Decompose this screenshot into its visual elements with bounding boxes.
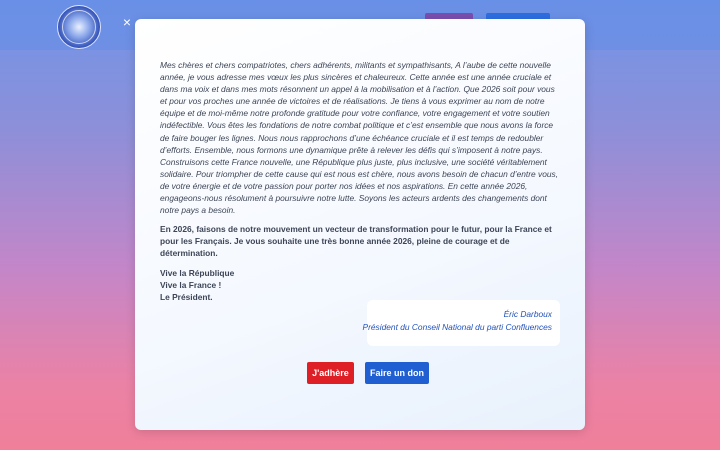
signature-role: Président du Conseil National du parti Confluences [362,322,552,332]
closing-line-president: Le Président. [160,291,213,302]
join-button[interactable]: J'adhère [307,362,354,384]
signature-box [362,300,560,346]
letter-body [160,59,560,303]
closing-line-republique: Vive la République [160,267,235,278]
closing-line-france: Vive la France ! [160,279,222,290]
new-year-letter-modal [135,19,585,430]
logo-ring [62,10,96,44]
close-icon[interactable]: × [122,14,132,30]
letter-paragraph-1: Mes chères et chers compatriotes, chers adhérents, militants et sympathisants, A l’aube de cette nouvelle année, je vous adresse mes vœux les plus sincères et chaleureux. Cette année est une année cruciale et dans ma voix et dans mes mots résonnent un appel à la mobilisation et à l’action. Que 2026 soit pour vous et pour vos proches une année de victoires et de réalisations. Je tiens à vous exprimer au nom de notre équipe et de moi-même notre profonde gratitude pour votre confiance, votre engagement et votre soutien indéfectible. Vous êtes les fondations de notre combat politique et c’est ensemble que nous avons la force de faire bouger les lignes. Nous nous rapprochons d’une échéance cruciale et il est temps de redoubler d’efforts. Ensemble, nous formons une dynamique prête à relever les défis qui s’imposent à notre pays. Construisons cette France nouvelle, une République plus juste, plus inclusive, une société véritablement solidaire. Pour triompher de cette cause qui est nous est chère, nous avons besoin de chacun d’entre vous, de votre énergie et de votre passion pour porter nos idées et nos aspirations. En cette année 2026, engageons-nous résolument à poursuivre notre lutte. Soyons les acteurs ardents des changements dont notre pays a besoin. [160,60,559,216]
donate-button[interactable]: Faire un don [365,362,429,384]
signature-name: Éric Darboux [503,309,552,319]
confluences-logo[interactable] [57,5,101,49]
letter-paragraph-2: En 2026, faisons de notre mouvement un vecteur de transformation pour le futur, pour la France et pour les Français. Je vous souhaite une très bonne année 2026, pleine de courage et de détermination. [160,224,552,259]
closing-block [160,267,560,303]
